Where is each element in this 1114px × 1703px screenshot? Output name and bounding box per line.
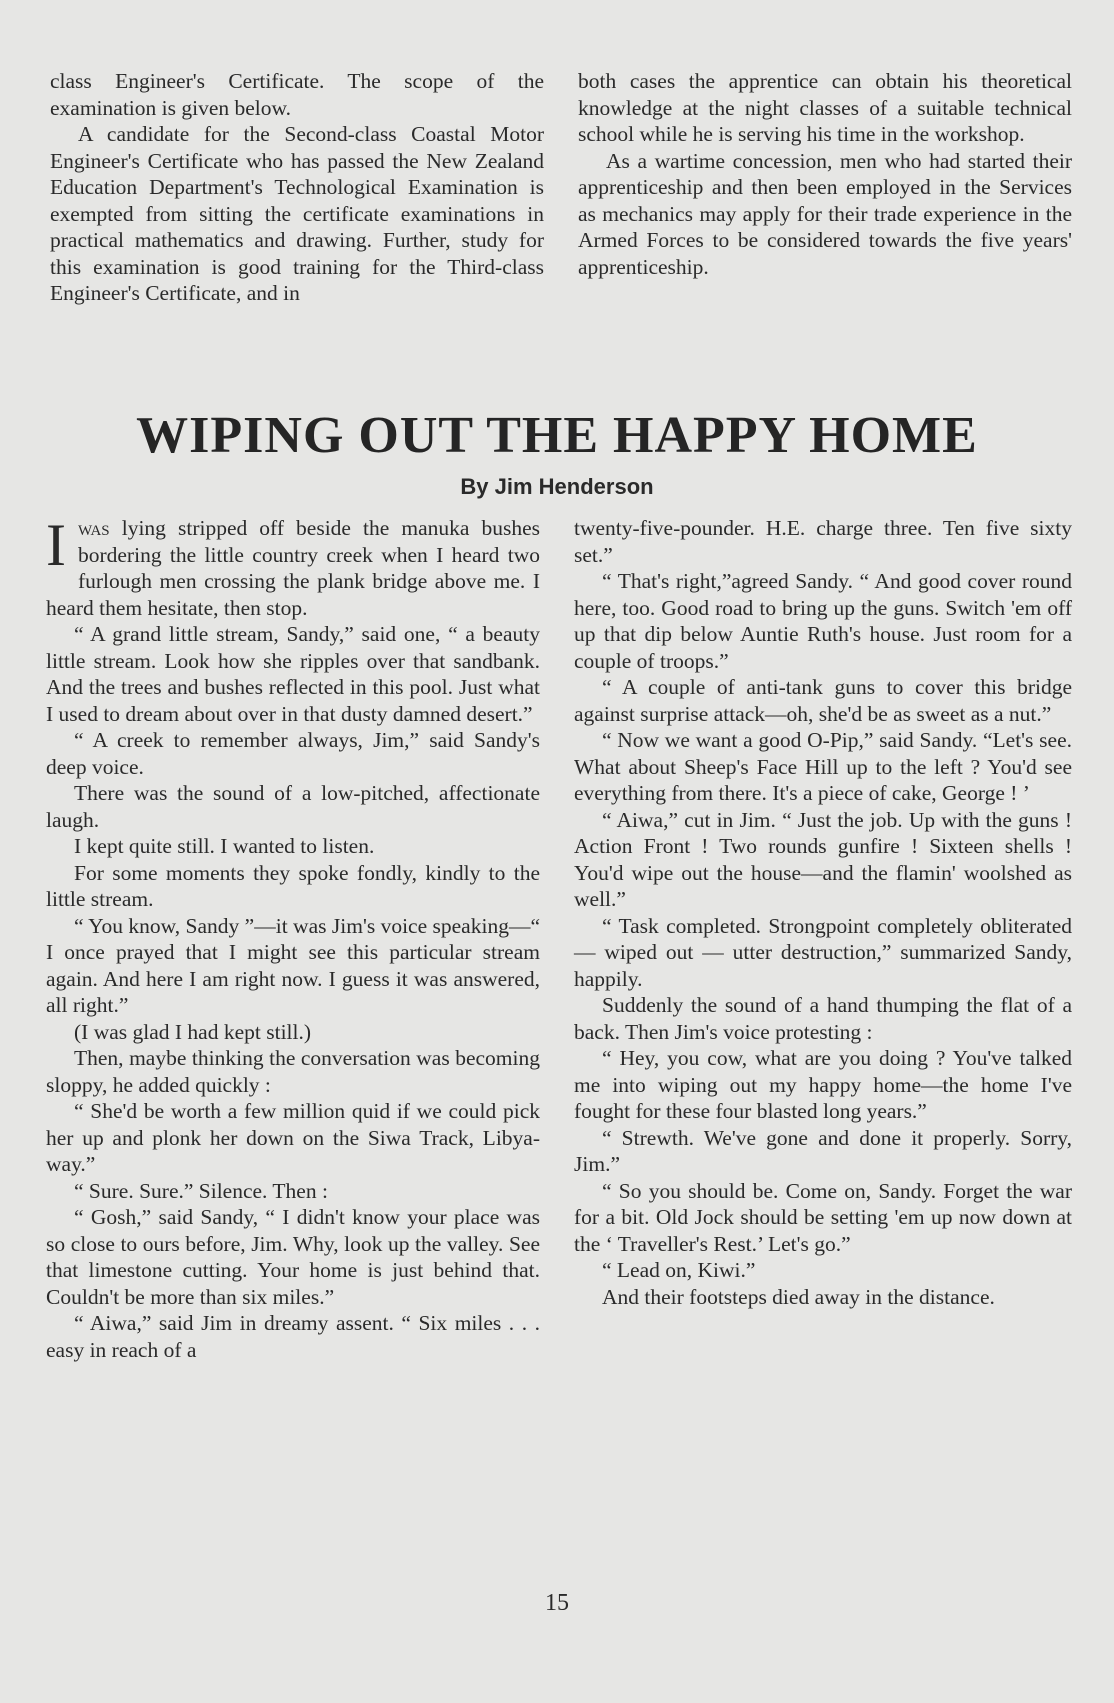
- paragraph: “ Strewth. We've gone and done it properly. Sorry, Jim.”: [574, 1125, 1072, 1176]
- paragraph: “ So you should be. Come on, Sandy. Forget the war for a bit. Old Jock should be setting 'em up now down at the ‘ Traveller's Rest.’ Let's go.”: [574, 1178, 1072, 1256]
- paragraph: There was the sound of a low-pitched, affectionate laugh.: [46, 781, 540, 832]
- paragraph: “ Sure. Sure.” Silence. Then :: [74, 1178, 328, 1203]
- paragraph: both cases the apprentice can obtain his theoretical knowledge at the night classes of a suitable technical school while he is serving his time in the workshop.: [578, 69, 1072, 146]
- paragraph: class Engineer's Certificate. The scope of the examination is given below.: [50, 69, 544, 120]
- article-byline: By Jim Henderson: [460, 474, 654, 499]
- paragraph: “ Now we want a good O-Pip,” said Sandy. “Let's see. What about Sheep's Face Hill up to the left ? You'd see everything from there. It's a piece of cake, George ! ’: [574, 728, 1072, 805]
- top-right-column: [578, 68, 1072, 280]
- paragraph: And their footsteps died away in the distance.: [602, 1284, 995, 1309]
- paragraph: Suddenly the sound of a hand thumping the flat of a back. Then Jim's voice protesting :: [574, 993, 1072, 1044]
- paragraph: “ A couple of anti-tank guns to cover this bridge against surprise attack—oh, she'd be as sweet as a nut.”: [574, 675, 1072, 726]
- paragraph: (I was glad I had kept still.): [74, 1019, 312, 1044]
- paragraph: “ Aiwa,” said Jim in dreamy assent. “ Six miles . . . easy in reach of a: [46, 1311, 540, 1362]
- left-column-paragraphs: [46, 621, 540, 1363]
- paragraph: Then, maybe thinking the conversation was becoming sloppy, he added quickly :: [46, 1046, 540, 1097]
- paragraph: “ That's right,”agreed Sandy. “ And good cover round here, too. Good road to bring up the guns. Switch 'em off up that dip below Auntie Ruth's house. Just room for a couple of troops.”: [574, 569, 1072, 673]
- paragraph: “ Aiwa,” cut in Jim. “ Just the job. Up with the guns ! Action Front ! Two rounds gunfire ! Sixteen shells ! You'd wipe out the house—and the flamin' woolshed as well.”: [574, 807, 1072, 911]
- article-left-column: [46, 512, 540, 1363]
- paragraph: A candidate for the Second-class Coastal Motor Engineer's Certificate who has passed the New Zealand Education Department's Technological Examination is exempted from sitting the certificate examinations in practical mathematics and drawing. Further, study for this examination is good training for the Third-class Engineer's Certificate, and in: [50, 122, 544, 305]
- opening-text: lying stripped off beside the manuka bushes bordering the little country creek when I heard two furlough men crossing the plank bridge above me. I heard them hesitate, then stop.: [46, 516, 540, 620]
- article-title: WIPING OUT THE HAPPY HOME: [136, 407, 978, 464]
- paragraph: “ A grand little stream, Sandy,” said one, “ a beauty little stream. Look how she ripples over that sandbank. And the trees and bushes reflected in this pool. Just what I used to dream about over in that dusty damned desert.”: [46, 622, 540, 726]
- paragraph: I kept quite still. I wanted to listen.: [74, 834, 375, 858]
- paragraph: “ She'd be worth a few million quid if we could pick her up and plonk her down on the Siwa Track, Libya-way.”: [46, 1099, 540, 1176]
- opening-word: was: [77, 516, 110, 540]
- article-right-column: [574, 515, 1072, 1310]
- top-left-column: [50, 68, 544, 307]
- paragraph: “ Task completed. Strongpoint completely obliterated — wiped out — utter destruction,” summarized Sandy, happily.: [574, 913, 1072, 991]
- paragraph: “ Hey, you cow, what are you doing ? You've talked me into wiping out my happy home—the home I've fought for these four blasted long years.”: [574, 1046, 1072, 1123]
- page-number: 15: [545, 1590, 569, 1616]
- opening-paragraph: [46, 512, 540, 621]
- paragraph: “ A creek to remember always, Jim,” said Sandy's deep voice.: [46, 728, 540, 779]
- paragraph: “ Lead on, Kiwi.”: [602, 1258, 756, 1282]
- drop-cap: I: [46, 512, 66, 578]
- paragraph: “ You know, Sandy ”—it was Jim's voice speaking—“ I once prayed that I might see this particular stream again. And here I am right now. I guess it was answered, all right.”: [46, 913, 540, 1017]
- paragraph: “ Gosh,” said Sandy, “ I didn't know your place was so close to ours before, Jim. Why, look up the valley. See that limestone cutting. Your home is just behind that. Couldn't be more than six miles.”: [46, 1205, 540, 1309]
- paragraph: As a wartime concession, men who had started their apprenticeship and then been employed in the Services as mechanics may apply for their trade experience in the Armed Forces to be considered towards the five years' apprenticeship.: [578, 148, 1072, 279]
- paragraph: For some moments they spoke fondly, kindly to the little stream.: [46, 860, 540, 911]
- paragraph: twenty-five-pounder. H.E. charge three. Ten five sixty set.”: [574, 516, 1072, 567]
